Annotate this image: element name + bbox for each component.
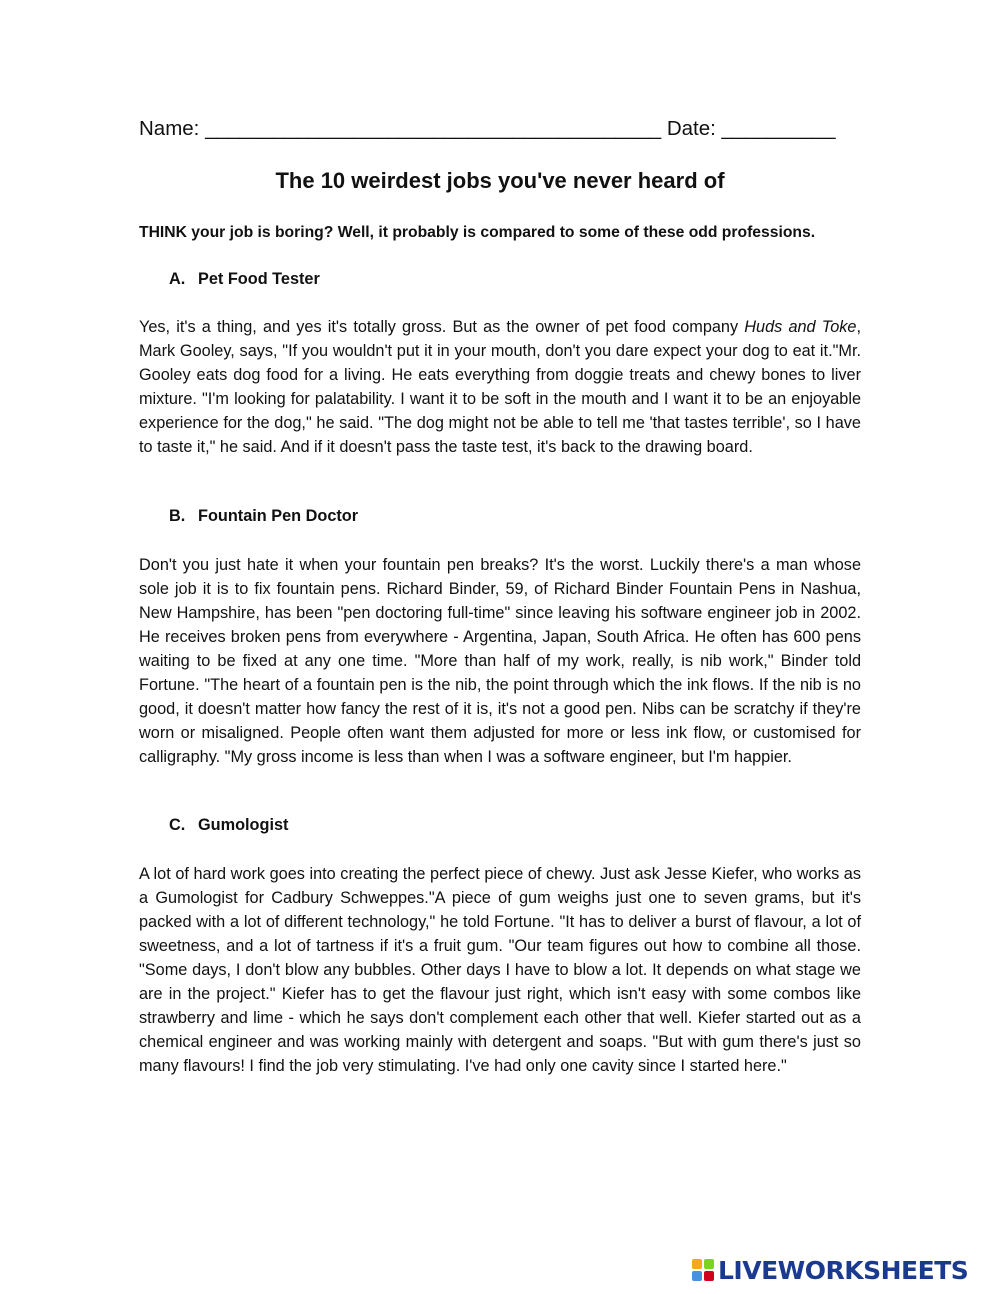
section-letter: C. <box>169 816 186 834</box>
section-paragraph-c: A lot of hard work goes into creating the perfect piece of chewy. Just ask Jesse Kiefer, who works as a Gumologist for Cadbury Schweppes."A piece of gum weighs just one to seven grams, but it's packed with a lot of different technology," he told Fortune. "It has to deliver a burst of flavour, a lot of sweetness, and a lot of tartness if it's a fruit gum. "Our team figures out how to combine all those. "Some days, I don't blow any bubbles. Other days I have to blow a lot. It depends on what stage we are in the project." Kiefer has to get the flavour just right, which isn't easy with some combos like strawberry and lime - which he says don't complement each other that well. Kiefer started out as a chemical engineer and was working mainly with detergent and soaps. "But with gum there's just so many flavours! I find the job very stimulating. I've had only one cavity since I started here." <box>139 865 861 1075</box>
logo-square-2 <box>704 1259 714 1269</box>
section-heading-c <box>169 816 288 835</box>
section-paragraph-a <box>139 315 861 459</box>
paragraph-text: Yes, it's a thing, and yes it's totally gross. But as the owner of pet food company <box>139 318 745 336</box>
logo-square-4 <box>704 1271 714 1281</box>
intro-text: THINK your job is boring? Well, it probably is compared to some of these odd professions. <box>139 224 816 241</box>
section-heading-b <box>169 507 358 526</box>
name-date-line[interactable]: Name: ________________________________________ Date: __________ <box>139 117 836 140</box>
section-paragraph-b: Don't you just hate it when your fountain pen breaks? It's the worst. Luckily there's a man whose sole job it is to fix fountain pens. Richard Binder, 59, of Richard Binder Fountain Pens in Nashua, New Hampshire, has been "pen doctoring full-time" since leaving his software engineer job in 2002. He receives broken pens from everywhere - Argentina, Japan, South Africa. He often has 600 pens waiting to be fixed at any one time. "More than half of my work, really, is nib work," Binder told Fortune. "The heart of a fountain pen is the nib, the point through which the ink flows. If the nib is no good, it doesn't matter how fancy the rest of it is, it's not a good pen. Nibs can be scratchy if they're worn or misaligned. People often want them adjusted for more or less ink flow, or customised for calligraphy. "My gross income is less than when I was a software engineer, but I'm happier. <box>139 556 861 766</box>
logo-square-3 <box>692 1271 702 1281</box>
paragraph-text: , Mark Gooley, says, "If you wouldn't put it in your mouth, don't you dare expect your dog to eat it."Mr. Gooley eats dog food for a living. He eats everything from doggie treats and chewy bones to liver mixture. "I'm looking for palatability. I want it to be soft in the mouth and I want it to be an enjoyable experience for the dog," he said. "The dog might not be able to tell me 'that tastes terrible', so I have to taste it," he said. And if it doesn't pass the taste test, it's back to the drawing board. <box>139 318 861 456</box>
liveworksheets-logo[interactable] <box>692 1255 968 1285</box>
liveworksheets-logo-icon <box>692 1259 714 1281</box>
section-title: Gumologist <box>198 816 289 834</box>
section-letter: B. <box>169 507 186 525</box>
section-letter: A. <box>169 270 186 288</box>
company-name: Huds and Toke <box>744 318 857 336</box>
section-heading-a <box>169 270 320 289</box>
section-title: Fountain Pen Doctor <box>198 507 359 525</box>
logo-square-1 <box>692 1259 702 1269</box>
page-title: The 10 weirdest jobs you've never heard of <box>275 168 725 193</box>
logo-text: LIVEWORKSHEETS <box>718 1255 969 1285</box>
section-title: Pet Food Tester <box>198 270 320 288</box>
